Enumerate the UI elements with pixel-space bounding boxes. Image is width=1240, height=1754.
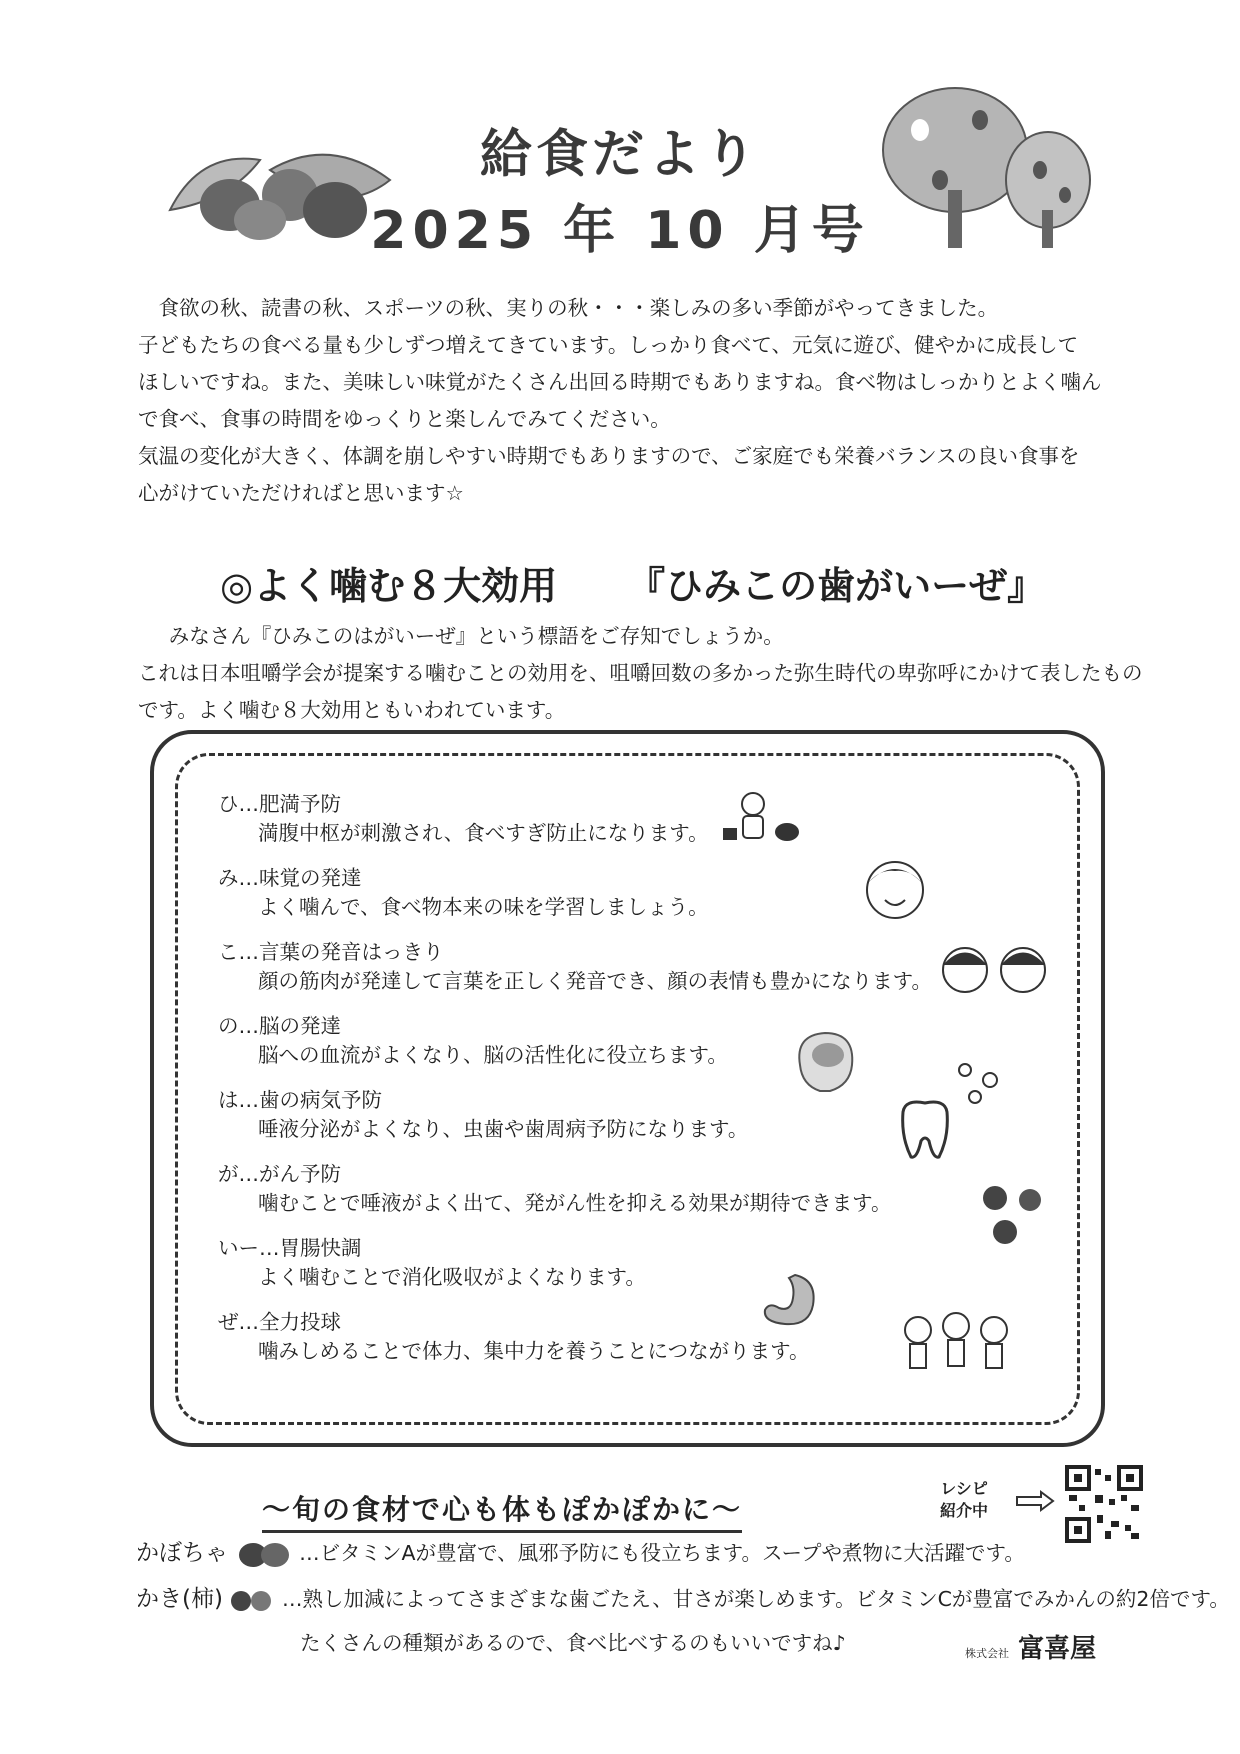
intro-line: 子どもたちの食べる量も少しずつ増えてきています。しっかり食べて、元気に遊び、健やかに成長して — [138, 333, 1079, 357]
company-prefix: 株式会社 — [965, 1647, 1009, 1660]
intro-line: 心がけていただければと思います☆ — [138, 481, 464, 505]
persimmon-icon — [229, 1587, 275, 1613]
intro-line: 気温の変化が大きく、体調を崩しやすい時期でもありますので、ご家庭でも栄養バランスの良い食事を — [138, 444, 1080, 468]
food-item — [136, 1580, 1230, 1613]
intro-text — [138, 290, 1118, 512]
effect-desc: 満腹中枢が刺激され、食べすぎ防止になります。 — [258, 821, 709, 845]
food-note: たくさんの種類があるので、食べ比べするのもいいですね♪ — [300, 1631, 846, 1655]
effect-desc: 唾液分泌がよくなり、虫歯や歯周病予防になります。 — [258, 1117, 749, 1141]
company-logo — [965, 1628, 1096, 1665]
effect-item — [218, 938, 932, 996]
food-name: かぼちゃ — [136, 1540, 228, 1566]
food-name: かき(柿) — [136, 1586, 223, 1612]
intro-line: ほしいですね。また、美味しい味覚がたくさん出回る時期でもありますね。食べ物はしっかりとよく噛ん — [138, 370, 1102, 394]
food-desc: …熟し加減によってさまざまな歯ごたえ、甘さが楽しめます。ビタミンCが豊富でみかんの約2倍です。 — [282, 1587, 1230, 1611]
overeating-child-icon — [715, 790, 805, 845]
section-lead — [138, 618, 1143, 729]
tooth-icon — [895, 1097, 955, 1162]
recipe-label-text: レシピ — [940, 1479, 988, 1498]
section-heading-text: ◎よく噛む８大効用 — [220, 564, 558, 608]
stomach-icon — [755, 1270, 825, 1330]
company-name: 富喜屋 — [1018, 1634, 1097, 1664]
effect-item — [218, 1160, 891, 1218]
effect-desc: よく噛むことで消化吸収がよくなります。 — [258, 1265, 646, 1289]
recipe-label — [940, 1478, 988, 1522]
effect-head: いー…胃腸快調 — [218, 1236, 362, 1260]
effect-item — [218, 790, 709, 848]
seasonal-title: 〜旬の食材で心も体もぽかぽかに〜 — [262, 1488, 742, 1533]
intro-line: 食欲の秋、読書の秋、スポーツの秋、実りの秋・・・楽しみの多い季節がやってきました。 — [158, 296, 999, 320]
effect-head: ひ…肥満予防 — [218, 792, 341, 816]
pumpkin-icon — [235, 1539, 293, 1569]
tasting-child-icon — [860, 855, 930, 925]
effect-desc: 噛みしめることで体力、集中力を養うことにつながります。 — [258, 1339, 810, 1363]
effect-item — [218, 1086, 748, 1144]
section-heading — [220, 555, 1045, 610]
brain-icon — [790, 1025, 860, 1095]
effect-item — [218, 1012, 728, 1070]
recipe-sub-text: 紹介中 — [940, 1501, 989, 1520]
effect-desc: 顔の筋肉が発達して言葉を正しく発音でき、顔の表情も豊かになります。 — [258, 969, 933, 993]
lead-line: みなさん『ひみこのはがいーぜ』という標語をご存知でしょうか。 — [168, 624, 784, 648]
cancer-cells-icon — [975, 1180, 1055, 1250]
effect-desc: 噛むことで唾液がよく出て、発がん性を抑える効果が期待できます。 — [258, 1191, 892, 1215]
effect-desc: よく噛んで、食べ物本来の味を学習しましょう。 — [258, 895, 709, 919]
food-desc: …ビタミンAが豊富で、風邪予防にも役立ちます。スープや煮物に大活躍です。 — [299, 1541, 1025, 1565]
germs-icon — [950, 1055, 1010, 1110]
effect-head: は…歯の病気予防 — [218, 1088, 382, 1112]
energetic-children-icon — [898, 1310, 1018, 1375]
talking-children-icon — [935, 935, 1055, 1000]
effect-item — [218, 1234, 646, 1292]
effect-head: こ…言葉の発音はっきり — [218, 940, 444, 964]
food-item — [136, 1534, 1025, 1569]
effect-item — [218, 864, 709, 922]
effect-item — [218, 1308, 809, 1366]
lead-line: です。よく噛む８大効用ともいわれています。 — [138, 698, 566, 722]
effect-head: が…がん予防 — [218, 1162, 341, 1186]
lead-line: これは日本咀嚼学会が提案する噛むことの効用を、咀嚼回数の多かった弥生時代の卑弥呼にかけて表したもの — [138, 661, 1143, 685]
page-title: 給食だより — [479, 125, 760, 185]
effect-head: み…味覚の発達 — [218, 866, 362, 890]
qr-code-icon[interactable] — [1065, 1465, 1143, 1543]
issue-label: 2025 年 10 月号 — [370, 201, 870, 261]
effect-head: ぜ…全力投球 — [218, 1310, 341, 1334]
slogan: 『ひみこの歯がいーぜ』 — [627, 564, 1046, 608]
intro-line: で食べ、食事の時間をゆっくりと楽しんでみてください。 — [138, 407, 671, 431]
effect-desc: 脳への血流がよくなり、脳の活性化に役立ちます。 — [258, 1043, 728, 1067]
arrow-right-icon — [1015, 1490, 1055, 1512]
effect-head: の…脳の発達 — [218, 1014, 341, 1038]
